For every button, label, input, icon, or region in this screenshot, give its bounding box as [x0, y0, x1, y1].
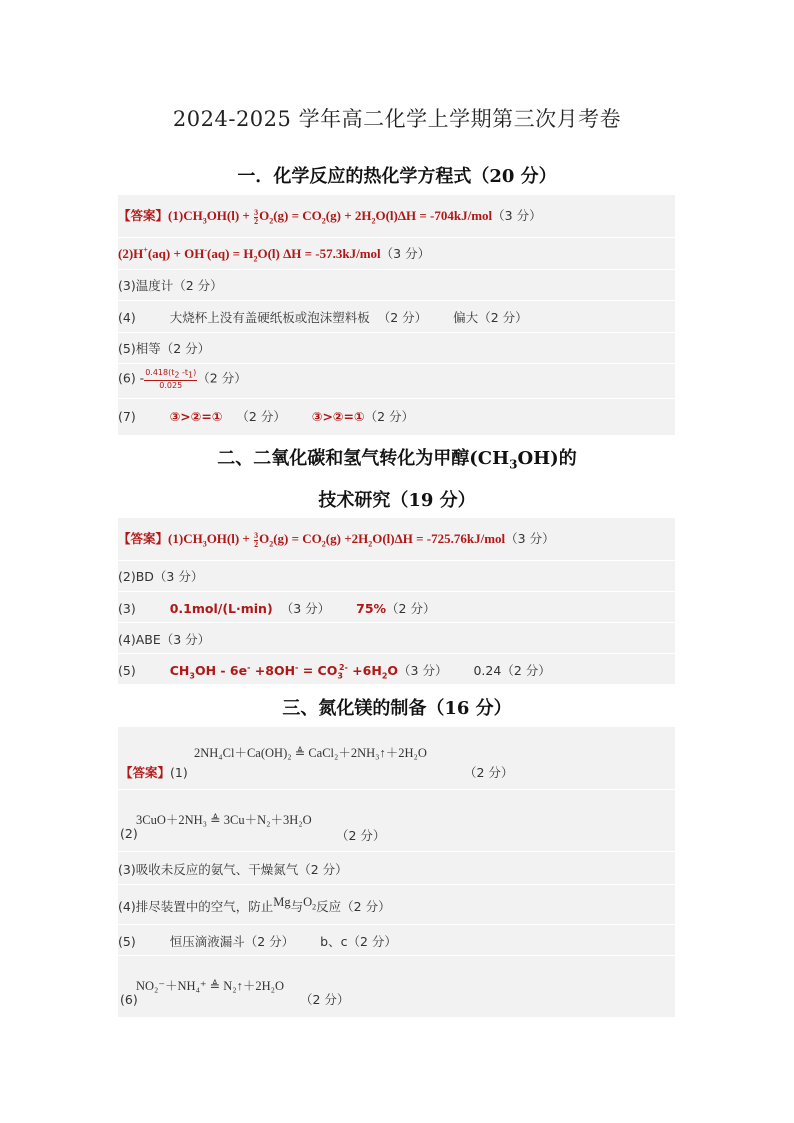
equation: $(2)H^+(aq) + OH^-(aq) = H_2O(l) \Delta H = -57.3kJ/mol$: [118, 245, 381, 264]
answer-row-6: NO₂⁻＋NH₄⁺ ≜ N₂↑＋2H₂O (6) （2 分）: [118, 955, 675, 1018]
answer-row-3: (3)吸收未反应的氨气、干燥氮气（2 分）: [118, 851, 675, 878]
points: （3 分）: [380, 246, 431, 261]
equation: $(1)CH_3OH(l)$ + $\frac{3}{2}O_2(g) = CO_2(g) +2H_2O(l)\Delta H = -725.76kJ/mol$: [168, 530, 506, 549]
answer-tag: 【答案】: [118, 531, 169, 546]
answer-row-2: (2)BD（3 分）: [118, 560, 675, 585]
section-1-panel: [118, 195, 675, 435]
section-1-heading: 一．化学反应的热化学方程式（20 分）: [237, 166, 557, 187]
answer-row-5: (5) 恒压滴液漏斗（2 分） b、c（2 分）: [118, 924, 675, 950]
page-title: 2024-2025 学年高二化学上学期第三次月考卷: [172, 107, 622, 131]
answer-row-2: [118, 237, 675, 264]
answer-tag: 【答案】: [118, 208, 169, 223]
section-2-panel: [118, 518, 675, 684]
answer-row-4: (4)排尽装置中的空气，防止Mg与$O_2$反应（2 分）: [118, 884, 675, 917]
section-2-heading: 二、二氧化碳和氢气转化为甲醇$(CH_3OH)$的: [217, 448, 577, 472]
answer-row-5: (5)相等（2 分）: [118, 332, 675, 357]
answer-row-6: (6) - $\frac{0.418(t_2 -t_1)}{0.025}$ （2 分）: [118, 363, 675, 390]
equation: 2NH₄Cl＋Ca(OH)₂ ≜ CaCl₂＋2NH₃↑＋2H₂O: [194, 746, 427, 760]
section-3-panel: [118, 727, 675, 1017]
points: （3 分）: [492, 208, 542, 223]
answer-row-1: [118, 206, 675, 226]
answer-row-7: (7) ③>②=① （2 分） ③>②=①（2 分）: [118, 398, 675, 425]
section-2-heading-line2: 技术研究（19 分）: [318, 490, 476, 511]
equation: 3CuO＋2NH₃ ≜ 3Cu＋N₂＋3H₂O: [136, 813, 312, 827]
answer-row-2: 3CuO＋2NH₃ ≜ 3Cu＋N₂＋3H₂O (2) （2 分）: [118, 789, 675, 852]
equation: $(1)CH_3OH(l)$ + $\frac{3}{2}O_2(g) = CO_2(g) + 2H_2O(l)\Delta H = -704kJ/mol$: [168, 207, 493, 226]
answer-row-3: (3) 0.1mol/(L·min) （3 分） 75%（2 分）: [118, 591, 675, 617]
section-3-heading: 三、氮化镁的制备（16 分）: [282, 698, 512, 719]
answer-row-5: (5) $CH_3OH - 6e^- +8OH^- = CO_3^{2-} +6H_2O(3$ 分） 0.24（2 分）: [118, 653, 675, 681]
equation: NO₂⁻＋NH₄⁺ ≜ N₂↑＋2H₂O: [136, 979, 285, 993]
answer-row-3: (3)温度计（2 分）: [118, 269, 675, 294]
answer-row-1: 【答案】$(1)CH_3OH(l)$ + $\frac{3}{2}O_2(g) = CO_2(g) +2H_2O(l)\Delta H = -725.76kJ/mol(3$ 分）: [118, 530, 555, 549]
answer-row-1: 2NH₄Cl＋Ca(OH)₂ ≜ CaCl₂＋2NH₃↑＋2H₂O 【答案】(1) （2 分）: [118, 727, 675, 789]
answer-row-4: (4) 大烧杯上没有盖硬纸板或泡沫塑料板 （2 分） 偏大（2 分）: [118, 300, 675, 326]
answer-row-4: (4)ABE（3 分）: [118, 622, 675, 648]
